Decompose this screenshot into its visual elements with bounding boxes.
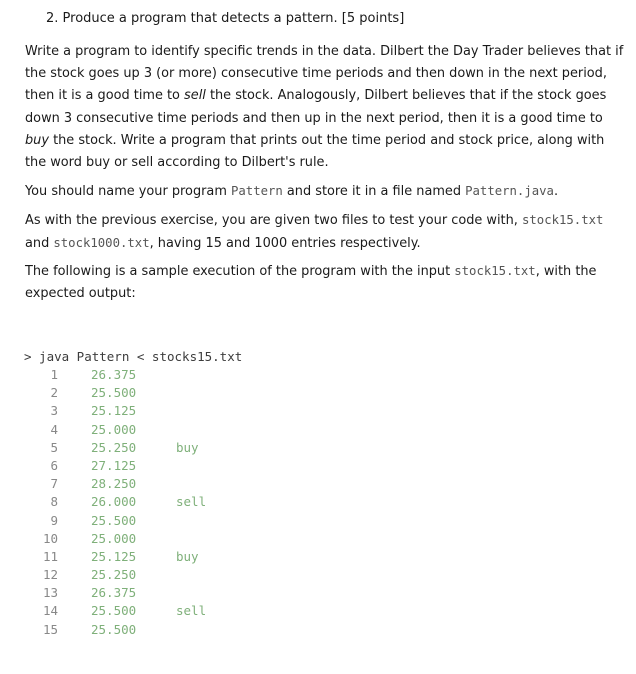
- stock-price: 25.500: [91, 603, 137, 619]
- problem-text-a: Write a program to identify specific trends in the data. Dilbert the Day Trader believes that if the stock goes up 3 (or more) consecutive time periods and then down in the next period, then it is a good time to: [25, 44, 624, 104]
- test-files-note: [25, 209, 625, 255]
- time-period: 10: [42, 530, 58, 546]
- trade-signal: buy: [176, 548, 199, 564]
- sample-text-a: The following is a sample execution of the program with the input: [25, 264, 455, 279]
- stock-price: 25.125: [91, 548, 137, 564]
- output-row: [24, 475, 242, 493]
- time-period: 6: [50, 457, 58, 473]
- stock-price: 25.000: [91, 530, 137, 546]
- stock-price: 26.375: [91, 367, 137, 382]
- terminal-rows: [24, 366, 242, 639]
- output-row: [24, 512, 242, 530]
- sample-input-code: stock15.txt: [454, 264, 536, 278]
- time-period: 12: [42, 567, 58, 583]
- output-row: [24, 457, 242, 475]
- time-period: 9: [50, 512, 58, 528]
- time-period: 5: [50, 439, 58, 455]
- problem-text-b: the stock. Analogously, Dilbert believes that if the stock goes down 3 consecutive time periods and then up in the next period, then it is a good time to: [25, 88, 607, 126]
- output-row: [24, 621, 242, 639]
- sample-text-b: , with the expected output:: [25, 264, 597, 302]
- trade-signal: buy: [176, 439, 199, 455]
- time-period: 13: [42, 585, 58, 601]
- output-row: [24, 548, 242, 566]
- naming-text-a: You should name your program: [25, 184, 231, 199]
- stock-price: 25.500: [91, 512, 137, 528]
- stock-price: 26.000: [91, 494, 137, 510]
- stock-price: 25.500: [91, 621, 137, 637]
- stock-price: 25.250: [91, 439, 137, 455]
- time-period: 15: [42, 621, 58, 637]
- sample-execution-intro: [25, 260, 625, 305]
- time-period: 8: [50, 494, 58, 510]
- output-row: [24, 402, 242, 420]
- stock-price: 28.250: [91, 476, 137, 492]
- output-row: [24, 366, 242, 384]
- time-period: 14: [42, 603, 58, 619]
- stock-price: 25.000: [91, 421, 137, 437]
- output-row: [24, 421, 242, 439]
- test-text-c: , having 15 and 1000 entries respectively.: [149, 236, 421, 252]
- class-name-code: Pattern: [230, 184, 283, 198]
- output-row: [24, 566, 242, 584]
- file-name-code: Pattern.java: [465, 184, 554, 198]
- test-text-b: and: [25, 236, 54, 252]
- output-row: [24, 530, 242, 548]
- time-period: 4: [50, 421, 58, 437]
- buy-emphasis: buy: [25, 132, 49, 148]
- output-row: [24, 493, 242, 511]
- stock-price: 27.125: [91, 457, 137, 473]
- time-period: 2: [50, 385, 58, 401]
- test-file-1-code: stock15.txt: [521, 213, 604, 227]
- time-period: 1: [50, 367, 58, 382]
- output-row: [24, 584, 242, 602]
- problem-text-c: the stock. Write a program that prints out the time period and stock price, along with the word buy or sell according to Dilbert's rule.: [25, 132, 605, 171]
- stock-price: 25.500: [91, 385, 137, 401]
- time-period: 3: [50, 403, 58, 419]
- output-row: [24, 439, 242, 457]
- problem-description: [25, 41, 625, 174]
- naming-text-c: .: [553, 184, 559, 199]
- terminal-command: > java Pattern < stocks15.txt: [24, 349, 243, 364]
- naming-text-b: and store it in a file named: [282, 184, 466, 199]
- output-row: [24, 384, 242, 402]
- time-period: 7: [50, 476, 58, 492]
- naming-instruction: [25, 180, 625, 203]
- stock-price: 25.125: [91, 403, 137, 419]
- trade-signal: sell: [176, 603, 207, 619]
- sell-emphasis: sell: [184, 88, 206, 104]
- stock-price: 26.375: [91, 585, 137, 601]
- output-row: [24, 602, 242, 620]
- time-period: 11: [42, 548, 58, 564]
- trade-signal: sell: [176, 494, 207, 510]
- terminal-output: [24, 348, 242, 639]
- test-text-a: As with the previous exercise, you are given two files to test your code with,: [25, 213, 522, 228]
- test-file-2-code: stock1000.txt: [53, 236, 150, 251]
- question-heading: 2. Produce a program that detects a pattern. [5 points]: [46, 11, 405, 26]
- stock-price: 25.250: [91, 567, 137, 583]
